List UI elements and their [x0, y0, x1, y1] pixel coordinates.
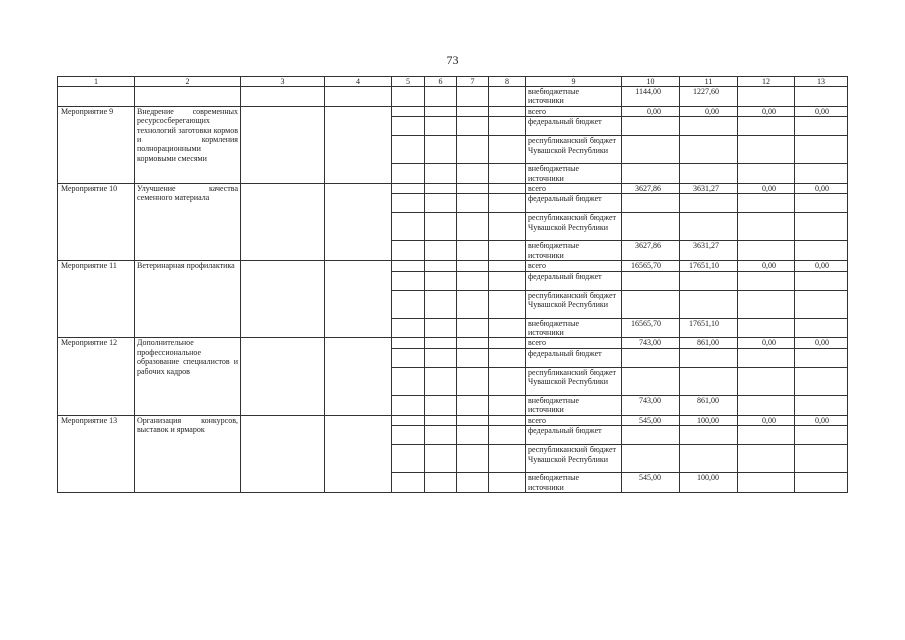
- column-header-13: 13: [795, 77, 848, 87]
- value-col11: 861,00: [680, 338, 738, 348]
- funding-source: внебюджетные источники: [526, 87, 622, 107]
- value-col10: 16565,70: [622, 318, 680, 338]
- empty-cell: [241, 106, 325, 183]
- value-col10: 16565,70: [622, 261, 680, 271]
- empty-cell: [457, 87, 489, 107]
- value-col10: 1144,00: [622, 87, 680, 107]
- empty-cell: [392, 318, 425, 338]
- empty-cell: [457, 184, 489, 194]
- empty-cell: [457, 338, 489, 348]
- value-col10: [622, 164, 680, 184]
- funding-source: республиканский бюджет Чувашской Республики: [526, 367, 622, 395]
- value-col13: [795, 271, 848, 290]
- column-header-6: 6: [425, 77, 457, 87]
- value-col11: [680, 426, 738, 445]
- event-name: Улучшение качества семенного материала: [135, 184, 241, 261]
- empty-cell: [425, 271, 457, 290]
- value-col13: [795, 348, 848, 367]
- empty-cell: [457, 106, 489, 116]
- funding-source: федеральный бюджет: [526, 117, 622, 136]
- value-col12: [738, 348, 795, 367]
- column-header-3: 3: [241, 77, 325, 87]
- funding-source: внебюджетные источники: [526, 395, 622, 415]
- value-col11: [680, 136, 738, 164]
- empty-cell: [325, 106, 392, 183]
- column-header-10: 10: [622, 77, 680, 87]
- value-col12: 0,00: [738, 106, 795, 116]
- table-row: [58, 184, 848, 194]
- event-id: Мероприятие 12: [58, 338, 135, 415]
- value-col13: [795, 426, 848, 445]
- event-name: Внедрение современных ресурсосберегающих технологий заготовки кормов и кормления полнорационными кормовыми смесями: [135, 106, 241, 183]
- funding-source: республиканский бюджет Чувашской Республики: [526, 445, 622, 473]
- value-col13: [795, 318, 848, 338]
- empty-cell: [489, 87, 526, 107]
- empty-cell: [425, 348, 457, 367]
- funding-source: внебюджетные источники: [526, 241, 622, 261]
- funding-source: всего: [526, 415, 622, 425]
- empty-cell: [489, 117, 526, 136]
- empty-cell: [425, 261, 457, 271]
- funding-source: федеральный бюджет: [526, 348, 622, 367]
- empty-cell: [392, 261, 425, 271]
- value-col12: [738, 367, 795, 395]
- value-col10: [622, 213, 680, 241]
- empty-cell: [135, 87, 241, 107]
- table-row: [58, 106, 848, 116]
- empty-cell: [457, 473, 489, 493]
- funding-source: федеральный бюджет: [526, 271, 622, 290]
- value-col10: [622, 348, 680, 367]
- empty-cell: [392, 290, 425, 318]
- empty-cell: [489, 106, 526, 116]
- value-col13: [795, 213, 848, 241]
- value-col13: [795, 164, 848, 184]
- empty-cell: [241, 415, 325, 492]
- empty-cell: [425, 318, 457, 338]
- empty-cell: [489, 164, 526, 184]
- empty-cell: [457, 445, 489, 473]
- empty-cell: [392, 241, 425, 261]
- value-col12: 0,00: [738, 184, 795, 194]
- funding-source: республиканский бюджет Чувашской Республики: [526, 290, 622, 318]
- value-col10: 3627,86: [622, 241, 680, 261]
- page-number: 73: [446, 53, 459, 67]
- value-col12: [738, 271, 795, 290]
- empty-cell: [325, 415, 392, 492]
- value-col11: [680, 194, 738, 213]
- empty-cell: [425, 290, 457, 318]
- value-col13: [795, 290, 848, 318]
- empty-cell: [457, 136, 489, 164]
- empty-cell: [489, 348, 526, 367]
- empty-cell: [489, 445, 526, 473]
- value-col13: 0,00: [795, 415, 848, 425]
- value-col11: [680, 348, 738, 367]
- value-col10: 545,00: [622, 415, 680, 425]
- column-header-5: 5: [392, 77, 425, 87]
- empty-cell: [489, 184, 526, 194]
- value-col11: 1227,60: [680, 87, 738, 107]
- value-col12: [738, 318, 795, 338]
- value-col13: [795, 136, 848, 164]
- value-col11: [680, 117, 738, 136]
- value-col11: [680, 445, 738, 473]
- value-col12: 0,00: [738, 261, 795, 271]
- empty-cell: [392, 164, 425, 184]
- value-col12: [738, 426, 795, 445]
- value-col12: [738, 213, 795, 241]
- empty-cell: [425, 445, 457, 473]
- empty-cell: [457, 348, 489, 367]
- empty-cell: [457, 426, 489, 445]
- value-col12: [738, 445, 795, 473]
- value-col11: 861,00: [680, 395, 738, 415]
- value-col11: 3631,27: [680, 184, 738, 194]
- value-col12: [738, 395, 795, 415]
- table-row: [58, 415, 848, 425]
- funding-source: всего: [526, 261, 622, 271]
- value-col12: [738, 117, 795, 136]
- empty-cell: [392, 184, 425, 194]
- value-col13: [795, 473, 848, 493]
- empty-cell: [457, 415, 489, 425]
- empty-cell: [392, 117, 425, 136]
- empty-cell: [425, 136, 457, 164]
- event-id: Мероприятие 13: [58, 415, 135, 492]
- event-name: Организация конкурсов, выставок и ярмарок: [135, 415, 241, 492]
- value-col12: [738, 290, 795, 318]
- empty-cell: [489, 318, 526, 338]
- empty-cell: [457, 241, 489, 261]
- value-col12: [738, 473, 795, 493]
- empty-cell: [489, 415, 526, 425]
- empty-cell: [425, 164, 457, 184]
- empty-cell: [392, 473, 425, 493]
- value-col13: [795, 241, 848, 261]
- value-col11: 3631,27: [680, 241, 738, 261]
- column-header-1: 1: [58, 77, 135, 87]
- empty-cell: [425, 87, 457, 107]
- empty-cell: [457, 164, 489, 184]
- empty-cell: [457, 213, 489, 241]
- table-row: [58, 338, 848, 348]
- column-header-2: 2: [135, 77, 241, 87]
- value-col12: 0,00: [738, 338, 795, 348]
- empty-cell: [457, 194, 489, 213]
- value-col10: [622, 290, 680, 318]
- empty-cell: [457, 117, 489, 136]
- empty-cell: [425, 367, 457, 395]
- empty-cell: [392, 348, 425, 367]
- empty-cell: [392, 426, 425, 445]
- value-col12: [738, 136, 795, 164]
- value-col11: [680, 271, 738, 290]
- value-col10: 545,00: [622, 473, 680, 493]
- empty-cell: [425, 415, 457, 425]
- value-col10: [622, 136, 680, 164]
- value-col10: 743,00: [622, 338, 680, 348]
- value-col13: [795, 367, 848, 395]
- column-header-12: 12: [738, 77, 795, 87]
- value-col13: 0,00: [795, 338, 848, 348]
- table-row: [58, 261, 848, 271]
- value-col11: [680, 164, 738, 184]
- empty-cell: [425, 338, 457, 348]
- empty-cell: [392, 271, 425, 290]
- value-col13: [795, 445, 848, 473]
- empty-cell: [489, 213, 526, 241]
- funding-source: внебюджетные источники: [526, 318, 622, 338]
- column-header-7: 7: [457, 77, 489, 87]
- empty-cell: [457, 318, 489, 338]
- funding-source: всего: [526, 184, 622, 194]
- empty-cell: [425, 426, 457, 445]
- empty-cell: [425, 213, 457, 241]
- empty-cell: [738, 87, 795, 107]
- empty-cell: [241, 87, 325, 107]
- empty-cell: [489, 136, 526, 164]
- empty-cell: [457, 290, 489, 318]
- value-col11: [680, 290, 738, 318]
- funding-source: федеральный бюджет: [526, 426, 622, 445]
- empty-cell: [392, 395, 425, 415]
- value-col11: 100,00: [680, 415, 738, 425]
- value-col11: 17651,10: [680, 261, 738, 271]
- value-col13: 0,00: [795, 184, 848, 194]
- empty-cell: [392, 338, 425, 348]
- value-col12: 0,00: [738, 415, 795, 425]
- empty-cell: [58, 87, 135, 107]
- empty-cell: [325, 87, 392, 107]
- value-col13: 0,00: [795, 106, 848, 116]
- value-col10: [622, 271, 680, 290]
- value-col11: 17651,10: [680, 318, 738, 338]
- event-name: Ветеринарная профилактика: [135, 261, 241, 338]
- empty-cell: [241, 338, 325, 415]
- value-col10: [622, 426, 680, 445]
- column-header-9: 9: [526, 77, 622, 87]
- empty-cell: [325, 184, 392, 261]
- column-header-4: 4: [325, 77, 392, 87]
- value-col11: [680, 213, 738, 241]
- empty-cell: [795, 87, 848, 107]
- empty-cell: [489, 241, 526, 261]
- empty-cell: [425, 395, 457, 415]
- empty-cell: [457, 367, 489, 395]
- value-col12: [738, 164, 795, 184]
- empty-cell: [489, 338, 526, 348]
- empty-cell: [489, 473, 526, 493]
- empty-cell: [392, 367, 425, 395]
- value-col13: [795, 194, 848, 213]
- value-col11: 0,00: [680, 106, 738, 116]
- empty-cell: [489, 271, 526, 290]
- value-col10: [622, 194, 680, 213]
- event-name: Дополнительное профессиональное образование специалистов и рабочих кадров: [135, 338, 241, 415]
- value-col10: [622, 445, 680, 473]
- empty-cell: [425, 473, 457, 493]
- empty-cell: [457, 271, 489, 290]
- value-col10: [622, 117, 680, 136]
- value-col10: 743,00: [622, 395, 680, 415]
- value-col10: [622, 367, 680, 395]
- funding-source: внебюджетные источники: [526, 473, 622, 493]
- empty-cell: [392, 213, 425, 241]
- empty-cell: [392, 194, 425, 213]
- column-header-8: 8: [489, 77, 526, 87]
- value-col10: 0,00: [622, 106, 680, 116]
- empty-cell: [489, 261, 526, 271]
- empty-cell: [425, 241, 457, 261]
- value-col13: 0,00: [795, 261, 848, 271]
- continuation-row: [58, 87, 848, 107]
- empty-cell: [425, 194, 457, 213]
- empty-cell: [425, 117, 457, 136]
- header-row: [58, 77, 848, 87]
- funding-source: федеральный бюджет: [526, 194, 622, 213]
- value-col10: 3627,86: [622, 184, 680, 194]
- empty-cell: [489, 367, 526, 395]
- empty-cell: [325, 338, 392, 415]
- value-col13: [795, 395, 848, 415]
- value-col12: [738, 194, 795, 213]
- funding-source: всего: [526, 106, 622, 116]
- funding-table: [57, 76, 848, 493]
- event-id: Мероприятие 9: [58, 106, 135, 183]
- empty-cell: [457, 261, 489, 271]
- empty-cell: [392, 106, 425, 116]
- event-id: Мероприятие 10: [58, 184, 135, 261]
- empty-cell: [392, 136, 425, 164]
- empty-cell: [392, 87, 425, 107]
- empty-cell: [241, 184, 325, 261]
- event-id: Мероприятие 11: [58, 261, 135, 338]
- empty-cell: [392, 415, 425, 425]
- empty-cell: [489, 395, 526, 415]
- empty-cell: [392, 445, 425, 473]
- empty-cell: [241, 261, 325, 338]
- empty-cell: [425, 106, 457, 116]
- empty-cell: [489, 194, 526, 213]
- empty-cell: [457, 395, 489, 415]
- empty-cell: [325, 261, 392, 338]
- column-header-11: 11: [680, 77, 738, 87]
- value-col13: [795, 117, 848, 136]
- funding-source: республиканский бюджет Чувашской Республики: [526, 213, 622, 241]
- empty-cell: [489, 426, 526, 445]
- funding-source: республиканский бюджет Чувашской Республики: [526, 136, 622, 164]
- value-col11: 100,00: [680, 473, 738, 493]
- empty-cell: [425, 184, 457, 194]
- empty-cell: [489, 290, 526, 318]
- funding-source: внебюджетные источники: [526, 164, 622, 184]
- value-col11: [680, 367, 738, 395]
- value-col12: [738, 241, 795, 261]
- funding-source: всего: [526, 338, 622, 348]
